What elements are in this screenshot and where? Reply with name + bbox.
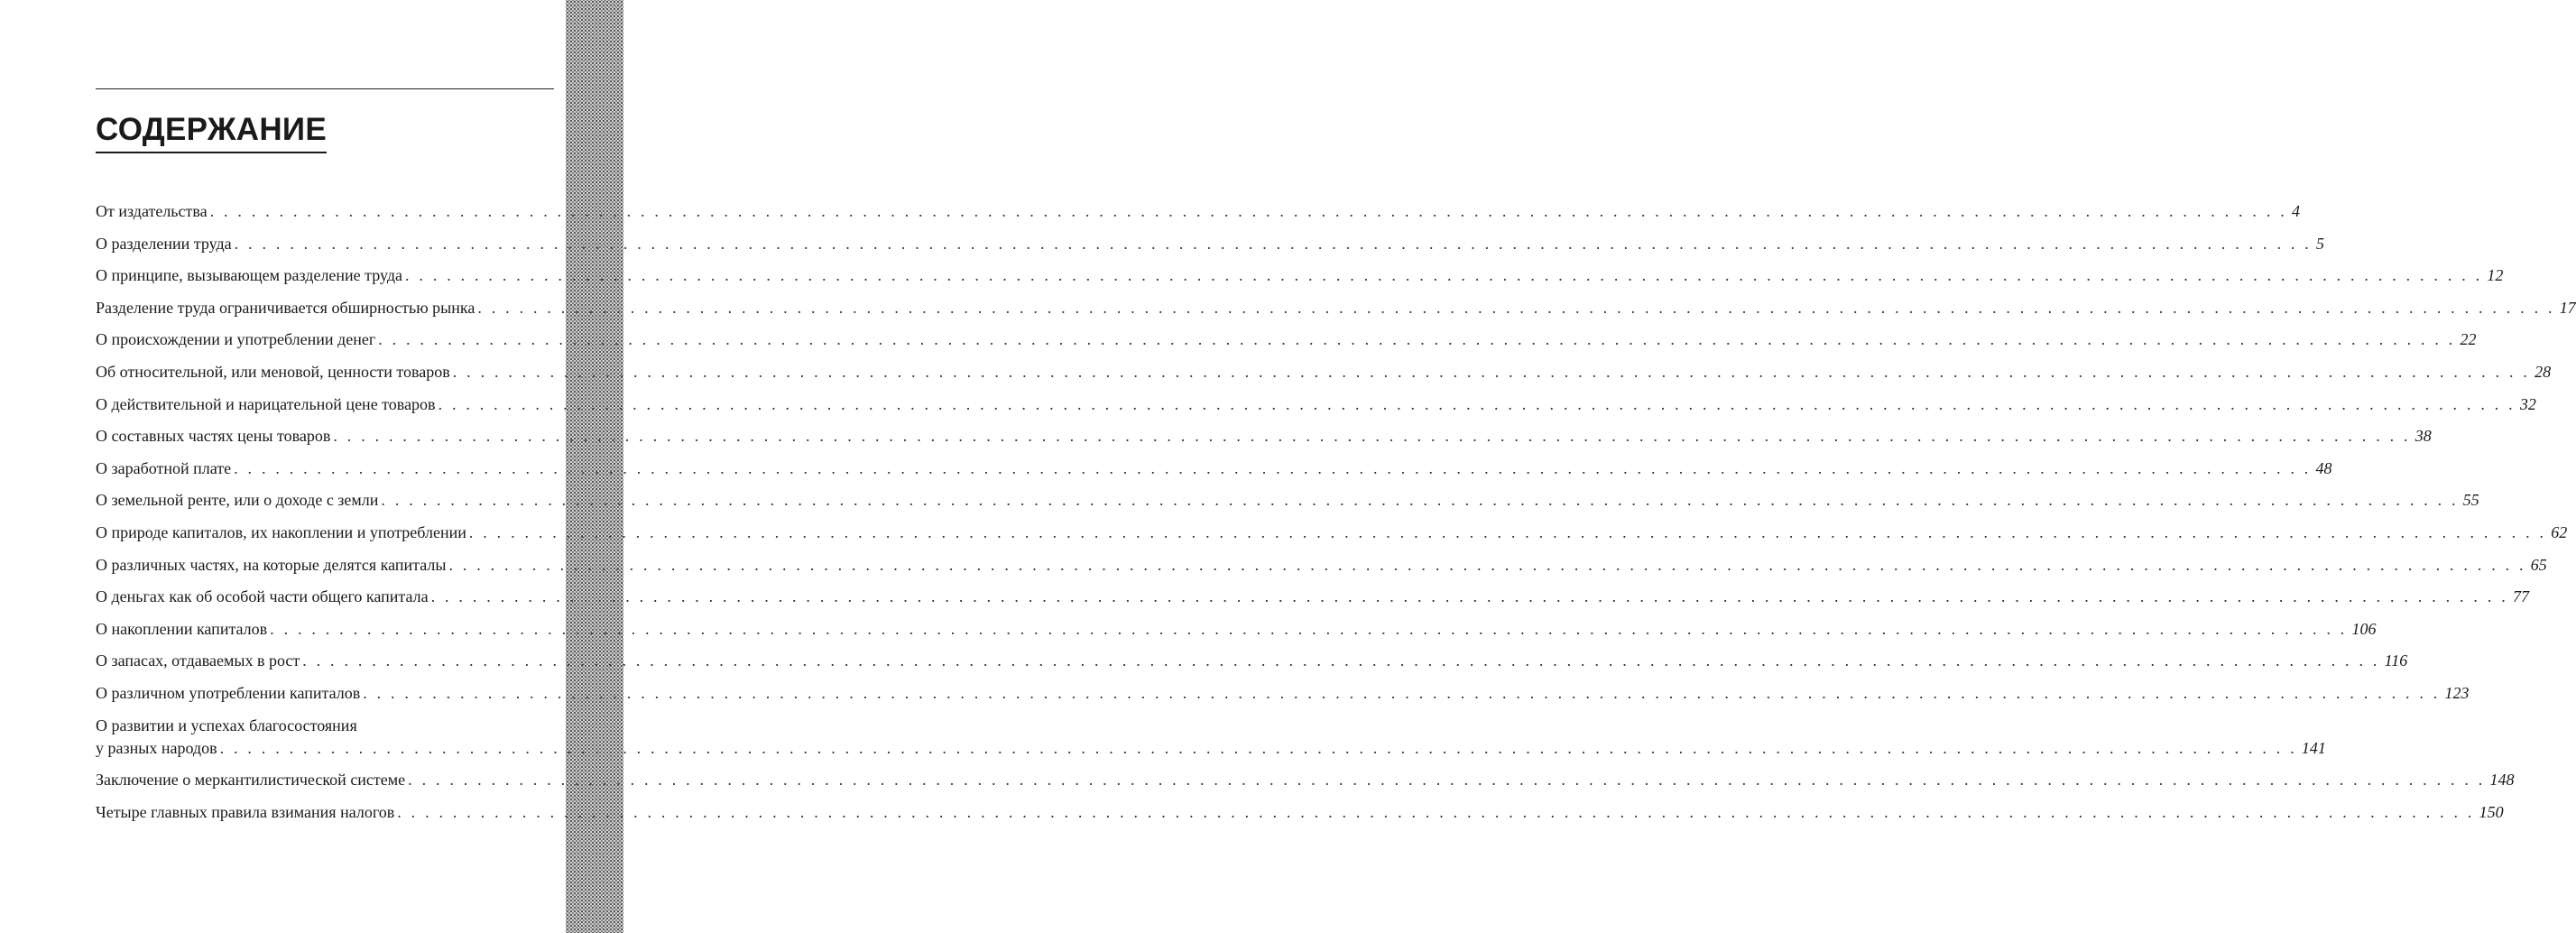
toc-entry xyxy=(96,425,2432,448)
toc-page-number: 48 xyxy=(2315,458,2332,477)
dot-leader: . . . . . . . . . . . . . . . . . . . . . . . . . . . . . . . . . . . . . . . . . . . . . . . . . . . . . . . . . . . . . . . . . . . . . . . . . . . . . . . . . . . . . . . . . . . . . . . . . . . . . . . . . . . . . . . . . . . . . . . . . . . . . . . . . . . . . . . . . . . . . . . . . . . . . . xyxy=(378,330,2456,349)
toc-page-number: 150 xyxy=(2479,802,2504,821)
toc-page-number: 22 xyxy=(2460,330,2477,349)
dot-leader: . . . . . . . . . . . . . . . . . . . . . . . . . . . . . . . . . . . . . . . . . . . . . . . . . . . . . . . . . . . . . . . . . . . . . . . . . . . . . . . . . . . . . . . . . . . . . . . . . . . . . . . . . . . . . . . . . . . . . . . . . . . . . . . . . . . . . . . . . . . . . . . . . . . . . . xyxy=(430,587,2508,606)
toc-page-number: 62 xyxy=(2551,522,2568,541)
toc-page-number: 65 xyxy=(2530,555,2547,574)
toc-entry xyxy=(96,801,2504,824)
toc-entry-title: От издательства xyxy=(96,202,208,220)
toc-entry-title: О разделении труда xyxy=(96,234,232,253)
toc-page-number: 17 xyxy=(2559,298,2576,317)
dot-leader: . . . . . . . . . . . . . . . . . . . . . . . . . . . . . . . . . . . . . . . . . . . . . . . . . . . . . . . . . . . . . . . . . . . . . . . . . . . . . . . . . . . . . . . . . . . . . . . . . . . . . . . . . . . . . . . . . . . . . . . . . . . . . . . . . . . . . . . . . . . . . . . . . . . . . . xyxy=(477,298,2555,317)
toc-entry-title: Заключение о меркантилистической системе xyxy=(96,771,406,790)
toc-entry-title: О земельной ренте, или о доходе с земли xyxy=(96,491,379,510)
page-title: СОДЕРЖАНИЕ xyxy=(96,112,327,153)
toc-entry-title: О природе капиталов, их накоплении и употреблении xyxy=(96,522,466,541)
dot-leader: . . . . . . . . . . . . . . . . . . . . . . . . . . . . . . . . . . . . . . . . . . . . . . . . . . . . . . . . . . . . . . . . . . . . . . . . . . . . . . . . . . . . . . . . . . . . . . . . . . . . . . . . . . . . . . . . . . . . . . . . . . . . . . . . . . . . . . . . . . . . . . . . . . . . . . xyxy=(468,522,2547,541)
toc-entry-title: О развитии и успехах благосостояния xyxy=(96,716,357,734)
dot-leader: . . . . . . . . . . . . . . . . . . . . . . . . . . . . . . . . . . . . . . . . . . . . . . . . . . . . . . . . . . . . . . . . . . . . . . . . . . . . . . . . . . . . . . . . . . . . . . . . . . . . . . . . . . . . . . . . . . . . . . . . . . . . . . . . . . . . . . . . . . . . . . . . . . . . . . xyxy=(405,266,2483,285)
toc-page-number: 123 xyxy=(2444,683,2470,702)
toc-entry-title: О заработной плате xyxy=(96,458,232,477)
toc-entry-title: О принципе, вызывающем разделение труда xyxy=(96,266,403,285)
dot-leader: . . . . . . . . . . . . . . . . . . . . . . . . . . . . . . . . . . . . . . . . . . . . . . . . . . . . . . . . . . . . . . . . . . . . . . . . . . . . . . . . . . . . . . . . . . . . . . . . . . . . . . . . . . . . . . . . . . . . . . . . . . . . . . . . . . . . . . . . . . . . . . . . . . . . . . xyxy=(234,234,2312,253)
toc-entry-title: О различном употреблении капиталов xyxy=(96,683,361,702)
toc-entry xyxy=(96,650,2408,672)
toc-page-number: 55 xyxy=(2462,491,2479,510)
toc-entry xyxy=(96,200,2300,223)
table-of-contents xyxy=(96,200,2576,824)
dot-leader: . . . . . . . . . . . . . . . . . . . . . . . . . . . . . . . . . . . . . . . . . . . . . . . . . . . . . . . . . . . . . . . . . . . . . . . . . . . . . . . . . . . . . . . . . . . . . . . . . . . . . . . . . . . . . . . . . . . . . . . . . . . . . . . . . . . . . . . . . . . . . . . . . . . . . . xyxy=(452,362,2531,381)
toc-entry xyxy=(96,522,2568,544)
dot-leader: . . . . . . . . . . . . . . . . . . . . . . . . . . . . . . . . . . . . . . . . . . . . . . . . . . . . . . . . . . . . . . . . . . . . . . . . . . . . . . . . . . . . . . . . . . . . . . . . . . . . . . . . . . . . . . . . . . . . . . . . . . . . . . . . . . . . . . . . . . . . . . . . . . . . . . xyxy=(381,491,2459,510)
dot-leader: . . . . . . . . . . . . . . . . . . . . . . . . . . . . . . . . . . . . . . . . . . . . . . . . . . . . . . . . . . . . . . . . . . . . . . . . . . . . . . . . . . . . . . . . . . . . . . . . . . . . . . . . . . . . . . . . . . . . . . . . . . . . . . . . . . . . . . . . . . . . . . . . . . . . . . xyxy=(302,651,2380,670)
toc-entry-title-continued: у разных народов xyxy=(96,738,217,757)
toc-page-number: 5 xyxy=(2315,234,2324,253)
toc-entry xyxy=(96,715,2326,760)
toc-page-number: 141 xyxy=(2301,738,2326,757)
toc-page-number: 4 xyxy=(2291,202,2300,220)
toc-entry xyxy=(96,586,2529,608)
toc-entry-title: О запасах, отдаваемых в рост xyxy=(96,651,300,670)
toc-page-number: 106 xyxy=(2351,619,2377,638)
dot-leader: . . . . . . . . . . . . . . . . . . . . . . . . . . . . . . . . . . . . . . . . . . . . . . . . . . . . . . . . . . . . . . . . . . . . . . . . . . . . . . . . . . . . . . . . . . . . . . . . . . . . . . . . . . . . . . . . . . . . . . . . . . . . . . . . . . . . . . . . . . . . . . . . . . . . . . xyxy=(333,427,2411,446)
toc-entry-title: Об относительной, или меновой, ценности товаров xyxy=(96,362,450,381)
toc-entry-title: О накоплении капиталов xyxy=(96,619,268,638)
toc-entry xyxy=(96,361,2552,383)
dot-leader: . . . . . . . . . . . . . . . . . . . . . . . . . . . . . . . . . . . . . . . . . . . . . . . . . . . . . . . . . . . . . . . . . . . . . . . . . . . . . . . . . . . . . . . . . . . . . . . . . . . . . . . . . . . . . . . . . . . . . . . . . . . . . . . . . . . . . . . . . . . . . . . . . . . . . . xyxy=(408,771,2486,790)
toc-page-number: 148 xyxy=(2489,771,2515,790)
dot-leader: . . . . . . . . . . . . . . . . . . . . . . . . . . . . . . . . . . . . . . . . . . . . . . . . . . . . . . . . . . . . . . . . . . . . . . . . . . . . . . . . . . . . . . . . . . . . . . . . . . . . . . . . . . . . . . . . . . . . . . . . . . . . . . . . . . . . . . . . . . . . . . . . . . . . . . xyxy=(219,738,2297,757)
toc-page-number: 32 xyxy=(2519,394,2536,413)
toc-page-number: 38 xyxy=(2414,427,2432,446)
toc-page-number: 77 xyxy=(2512,587,2529,606)
toc-entry-title: Четыре главных правила взимания налогов xyxy=(96,802,395,821)
dot-leader: . . . . . . . . . . . . . . . . . . . . . . . . . . . . . . . . . . . . . . . . . . . . . . . . . . . . . . . . . . . . . . . . . . . . . . . . . . . . . . . . . . . . . . . . . . . . . . . . . . . . . . . . . . . . . . . . . . . . . . . . . . . . . . . . . . . . . . . . . . . . . . . . . . . . . . xyxy=(438,394,2516,413)
toc-entry-title: О различных частях, на которые делятся капиталы xyxy=(96,555,447,574)
toc-entry xyxy=(96,554,2547,577)
toc-entry xyxy=(96,328,2477,351)
toc-entry xyxy=(96,457,2332,480)
toc-entry xyxy=(96,489,2479,512)
toc-entry-title: О происхождении и употреблении денег xyxy=(96,330,376,349)
dot-leader: . . . . . . . . . . . . . . . . . . . . . . . . . . . . . . . . . . . . . . . . . . . . . . . . . . . . . . . . . . . . . . . . . . . . . . . . . . . . . . . . . . . . . . . . . . . . . . . . . . . . . . . . . . . . . . . . . . . . . . . . . . . . . . . . . . . . . . . . . . . . . . . . . . . . . . xyxy=(270,619,2348,638)
dot-leader: . . . . . . . . . . . . . . . . . . . . . . . . . . . . . . . . . . . . . . . . . . . . . . . . . . . . . . . . . . . . . . . . . . . . . . . . . . . . . . . . . . . . . . . . . . . . . . . . . . . . . . . . . . . . . . . . . . . . . . . . . . . . . . . . . . . . . . . . . . . . . . . . . . . . . . xyxy=(448,555,2526,574)
toc-page-number: 12 xyxy=(2487,266,2504,285)
toc-entry-title: О составных частях цены товаров xyxy=(96,427,331,446)
dot-leader: . . . . . . . . . . . . . . . . . . . . . . . . . . . . . . . . . . . . . . . . . . . . . . . . . . . . . . . . . . . . . . . . . . . . . . . . . . . . . . . . . . . . . . . . . . . . . . . . . . . . . . . . . . . . . . . . . . . . . . . . . . . . . . . . . . . . . . . . . . . . . . . . . . . . . . xyxy=(363,683,2441,702)
top-rule xyxy=(96,88,554,89)
toc-entry-title: О действительной и нарицательной цене товаров xyxy=(96,394,436,413)
toc-entry xyxy=(96,264,2504,287)
dot-leader: . . . . . . . . . . . . . . . . . . . . . . . . . . . . . . . . . . . . . . . . . . . . . . . . . . . . . . . . . . . . . . . . . . . . . . . . . . . . . . . . . . . . . . . . . . . . . . . . . . . . . . . . . . . . . . . . . . . . . . . . . . . . . . . . . . . . . . . . . . . . . . . . . . . . . . xyxy=(209,202,2287,220)
dot-leader: . . . . . . . . . . . . . . . . . . . . . . . . . . . . . . . . . . . . . . . . . . . . . . . . . . . . . . . . . . . . . . . . . . . . . . . . . . . . . . . . . . . . . . . . . . . . . . . . . . . . . . . . . . . . . . . . . . . . . . . . . . . . . . . . . . . . . . . . . . . . . . . . . . . . . . xyxy=(234,458,2312,477)
toc-entry xyxy=(96,393,2536,416)
toc-entry xyxy=(96,618,2377,641)
toc-entry xyxy=(96,297,2576,319)
toc-page-number: 116 xyxy=(2384,651,2408,670)
toc-entry xyxy=(96,233,2324,255)
dot-leader: . . . . . . . . . . . . . . . . . . . . . . . . . . . . . . . . . . . . . . . . . . . . . . . . . . . . . . . . . . . . . . . . . . . . . . . . . . . . . . . . . . . . . . . . . . . . . . . . . . . . . . . . . . . . . . . . . . . . . . . . . . . . . . . . . . . . . . . . . . . . . . . . . . . . . . xyxy=(397,802,2475,821)
toc-entry xyxy=(96,769,2515,791)
toc-entry xyxy=(96,682,2470,705)
toc-entry-title: О деньгах как об особой части общего капитала xyxy=(96,587,429,606)
toc-entry-title: Разделение труда ограничивается обширностью рынка xyxy=(96,298,475,317)
toc-page-number: 28 xyxy=(2534,362,2552,381)
